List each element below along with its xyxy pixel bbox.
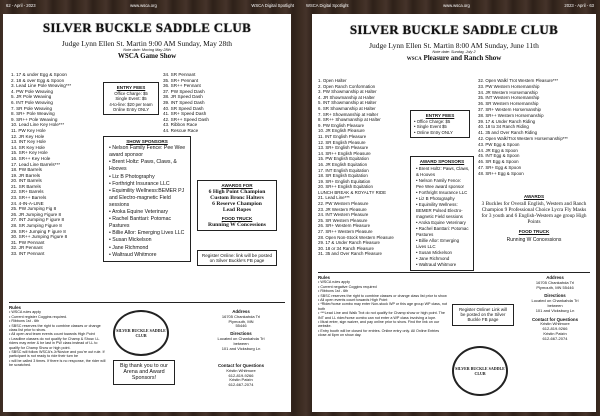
class-item: 35. SR+ Pennant: [163, 77, 199, 83]
sponsor-item: • Nelson Family Fence: Pee Wee award sponsor: [109, 145, 187, 159]
register-note: Register Online: link will be posted on Silver Buckle's FB page: [197, 250, 277, 266]
directions-line: Located on Chankahda Trl: [217, 335, 265, 341]
class-item: 37. PW Speed Dash: [163, 88, 205, 94]
show-title: [312, 54, 596, 62]
class-item: 2. 18 & over Egg & Spoon: [11, 77, 65, 83]
class-item: 40. SR Speed Dash: [163, 105, 204, 111]
address-line: 16705 Chankahda Trl: [221, 313, 261, 319]
address-line: 16705 Chankahda Trl: [535, 279, 575, 285]
directions-title: Directions: [544, 293, 566, 299]
class-item: 34. SR Pennant: [163, 72, 196, 77]
class-item: 14. SR++ English Pleasure: [318, 150, 371, 156]
club-title: SILVER BUCKLE SADDLE CLUB: [349, 22, 559, 37]
food-truck-title: FOOD TRUCK: [518, 229, 550, 235]
club-logo: [113, 310, 169, 356]
flyer-pleasure-ranch-show: [312, 14, 596, 412]
judge-note: Note date: Sunday, July 2: [432, 50, 476, 54]
sponsor-item: • Equimility Wellness: BEMER Pulsed Electro-magnetic Field sessions: [416, 202, 470, 220]
class-item: 31. PW Pennant: [11, 239, 45, 245]
sponsor-item: • Waltraud Whitmore: [416, 262, 470, 268]
class-item: 42. Open Walk/Trot Western Horsemanship***: [478, 135, 568, 141]
class-item: 5. JR Pole Weaving: [11, 94, 52, 100]
contact-line: 612-667-2074: [542, 335, 568, 341]
awards-box: [478, 192, 590, 245]
show-name: Pleasure and Ranch Show: [423, 54, 502, 62]
directions-line: Located on Chankahda Trl: [531, 298, 579, 304]
class-item: 21. Lead Line***: [318, 195, 350, 201]
entry-fee-line: Office Charge: $5: [114, 91, 148, 97]
class-item: 7. SR Pole Weaving: [11, 105, 53, 111]
class-item: 12. JR Key Hole: [11, 133, 45, 139]
sponsor-item: • Brent Holtz: Paws, Claws, & Hooves: [109, 159, 187, 173]
class-list-b: [478, 78, 590, 177]
directions-line: between: [233, 340, 249, 346]
class-item: 40. 18 to 34 Ranch Riding: [478, 124, 529, 130]
awards-title: AWARDS: [523, 194, 545, 199]
class-item: 42. SR++ Speed Dash: [163, 116, 209, 122]
class-item: 19. JR Barrels: [11, 172, 41, 178]
contact-line: Kristin Patzin: [543, 330, 567, 336]
entry-fee-line: • Single Event $5: [414, 124, 447, 130]
entry-fee-line: Online Entry ONLY: [112, 106, 150, 112]
address-line: Plymouth, MN 55446: [536, 284, 574, 290]
entry-fees-title: ENTRY FEES: [116, 85, 146, 90]
class-item: 30. SR++ Jumping Figure 8: [11, 234, 68, 240]
class-item: 38. SR++ Western Horsemanship: [478, 112, 544, 118]
class-item: 47. SR+ Egg & Spoon: [478, 164, 522, 170]
class-item: 11. INT English Pleasure: [318, 133, 367, 139]
logo-text: SILVER BUCKLE SADDLE CLUB: [455, 366, 505, 376]
title-left: WSCA Digital Spotlight: [251, 3, 294, 8]
class-item: 6. SR Showmanship at Halter: [318, 105, 376, 111]
class-item: 18. SR English Equitation: [318, 173, 368, 179]
header-left: [0, 0, 300, 11]
judge-line: Judge Lynn Ellen St. Martin 8:00 AM Sunday, June 11th: [369, 41, 539, 50]
rule-item: • will be called 3 times. If there is no response, the rider will be scratched.: [9, 358, 106, 368]
class-item: 41. 35 and Over Ranch Riding: [478, 130, 538, 136]
sponsor-item: • Aroka Equine Veterinary: [109, 209, 187, 216]
class-item: 10. JR English Pleasure: [318, 128, 365, 134]
class-item: 1. Open Halter: [318, 78, 347, 83]
entry-fees-title: ENTRY FEES: [425, 113, 455, 118]
class-item: 6. INT Pole Weaving: [11, 99, 53, 105]
class-item: LUNCH BREAK & ROYALTY RIDE: [318, 189, 387, 195]
rules-title: Rules: [318, 275, 330, 280]
page-number-left: 62 - April - 2023: [6, 3, 36, 8]
class-item: 22. SR+ Barrels: [11, 189, 44, 195]
divider: [318, 272, 590, 273]
sponsor-item: • Billie Allor: Emerging Lives LLC: [416, 238, 470, 250]
contact-line: Kristin Whitmore: [540, 321, 570, 327]
class-item: 33. INT Pennant: [11, 251, 45, 256]
class-list-b: [163, 72, 239, 134]
class-item: 11. PW Key Hole: [11, 127, 46, 133]
sponsor-item: • Susan Mickelson: [416, 250, 470, 256]
rule-item: • All open and team events count towards High Point: [9, 332, 95, 337]
class-item: 43. Ribbon Race: [163, 122, 198, 128]
directions-line: between: [547, 302, 563, 308]
class-item: 13. INT Key Hole: [11, 139, 46, 145]
site-left[interactable]: www.wsca.org: [130, 3, 157, 8]
class-item: 19. SR+ English Equitation: [318, 178, 371, 184]
contact-line: 612-819-9266: [228, 372, 254, 378]
class-item: 26. SR+ Western Pleasure: [318, 223, 371, 229]
class-item: 29. 17 & Under Ranch Pleasure: [318, 240, 380, 246]
class-item: 24. 4-IN-A-LINE: [11, 200, 44, 206]
entry-fee-line: Single Event: $5: [115, 96, 147, 102]
judge-note: Note date: Moving May 28th: [123, 48, 171, 52]
rule-item: • Current negative Coggins required: [318, 284, 377, 289]
award-line: 6 Reserve Champion: [212, 201, 262, 208]
class-item: 44. Rescue Race: [163, 127, 199, 133]
class-item: 25. SR Western Pleasure: [318, 217, 368, 223]
rule-item: • Entry booth will be closed for entries. Online entry only. All Online Entries close at 6pm on show day.: [318, 328, 440, 338]
contact-line: 612-819-9266: [542, 326, 568, 332]
sponsor-item: • Jane Richmond: [416, 256, 470, 262]
class-item: 18. PW Barrels: [11, 167, 42, 173]
rule-item: • Ribbons 1st - 6th: [9, 319, 40, 324]
rules-title: Rules: [9, 305, 21, 310]
class-item: 3. PW Showmanship at Halter: [318, 89, 377, 95]
class-item: 16. SR++ Key Hole: [11, 155, 51, 161]
class-item: 45. INT Egg & Spoon: [478, 153, 520, 159]
class-item: 16. JR English Equitation: [318, 161, 368, 167]
header-right: [300, 0, 600, 11]
sponsor-item: • Aroka Equine Veterinary: [416, 220, 470, 226]
class-item: 23. SR++ Barrels: [11, 195, 47, 201]
club-logo: [452, 346, 508, 396]
contact-title: Contact for Questions: [217, 363, 265, 368]
class-item: 48. SR++ Egg & Spoon: [478, 170, 524, 176]
class-item: 32. JR Pennant: [11, 245, 43, 251]
award-line: 6 High Point Champion: [208, 189, 266, 196]
class-item: 1. 17 & under Egg & Spoon: [11, 72, 67, 77]
address-title: Address: [546, 275, 564, 280]
contact-title: Contact for Questions: [531, 316, 579, 322]
class-item: 24. INT Western Pleasure: [318, 212, 369, 218]
class-item: 31. 35 and Over Ranch Pleasure: [318, 251, 382, 257]
page-number-right: 2023 - April - 63: [564, 3, 594, 8]
awards-title: AWARDS FOR: [221, 183, 253, 188]
class-item: 37. SR+ Western Horsemanship: [478, 106, 542, 112]
rule-item: • ***Lead Line and Walk Trot do not qualify for Champ show or high point. The INT and LL rider/horse combo can not enter a WP class involving a lope.: [318, 311, 445, 320]
class-item: 9. SR++ Pole Weaving: [11, 116, 58, 122]
sponsor-item: • Nelson Family Fence: Pee Wee award sponsor: [416, 178, 470, 190]
divider: [9, 302, 285, 303]
class-item: 36. SR Western Horsemanship: [478, 101, 539, 107]
sponsor-item: • Equimility Wellness:BEMER PJ and Electro-magnetic Field sessions: [109, 188, 187, 209]
entry-fees-box: [103, 82, 159, 115]
class-item: 8. SR++ Showmanship at Halter: [318, 117, 381, 123]
show-prefix: WSCA: [406, 57, 422, 62]
class-item: 27. SR++ Western Pleasure: [318, 229, 373, 235]
class-item: 28. Open Non-Stock Western Pleasure: [318, 234, 394, 240]
rule-item: • Must enter, sign waiver, and pay online prior to show. Find the link on our website.: [318, 320, 440, 329]
sponsor-item: • Rachel Banttari: Potomac Pastures: [109, 216, 187, 230]
rule-item: • All open events count towards High Point: [318, 298, 388, 303]
class-item: 12. SR English Pleasure: [318, 139, 366, 145]
rules-section: [318, 276, 448, 338]
address-line: 55446: [235, 323, 247, 329]
award-line: Lead Ropes: [222, 207, 252, 214]
award-line: Custom Bronc Halters: [210, 195, 264, 202]
sponsor-item: • Liz B Photography: [109, 174, 187, 181]
class-item: 15. SR+ Key Hole: [11, 150, 48, 156]
site-right[interactable]: www.wsca.org: [443, 3, 470, 8]
title-right: WSCA Digital Spotlight: [306, 3, 349, 8]
class-item: 15. PW English Equitation: [318, 156, 369, 162]
class-item: 3. Lead Line Pole Weaving***: [11, 83, 72, 89]
register-note: Register Online! Link will be posted on the Silver Buckle FB page: [452, 304, 514, 326]
rule-item: • SBSC reserves the right to combine classes or change class list prior to show: [318, 293, 447, 298]
class-item: 17. INT English Equitation: [318, 167, 369, 173]
address-line: Plymouth, MN: [228, 318, 254, 324]
food-truck-title: FOOD TRUCK: [221, 216, 253, 222]
show-sponsors-box: [103, 136, 191, 262]
class-item: 39. 17 & Under Ranch Riding: [478, 118, 536, 124]
sponsor-item: • Forthright Insurance LLC: [109, 181, 187, 188]
sponsor-item: • Jane Richmond: [109, 245, 187, 252]
class-item: 4. JR Showmanship at Halter: [318, 94, 375, 100]
class-item: 5. INT Showmanship at Halter: [318, 100, 377, 106]
class-item: 39. INT Speed Dash: [163, 99, 205, 105]
rule-item: • Current register Coggins required.: [9, 314, 68, 319]
awards-text: 3 Buckles for Overall English, Western and Ranch Champion 9 Professional Choice Lycra Fly Masks for 3 youth and 6 English-Western age group High Points: [481, 201, 587, 226]
rule-item: • SBSC will follow WSCA's Jr/Novice and you're out rule. If participant is not ready to ride their turn be: [9, 350, 105, 359]
class-item: 29. SR+ Jumping F igure 8: [11, 228, 66, 234]
class-item: 44. JR Egg & Spoon: [478, 147, 518, 153]
class-item: 25. PW Jumping Fig 8: [11, 206, 57, 212]
food-truck-name: Running W Concessions: [208, 222, 266, 229]
logo-text: SILVER BUCKLE SADDLE CLUB: [116, 328, 166, 338]
contact-block: [199, 364, 283, 388]
rule-item: • *Rider/horse combo may enter Non-stock WP or this age group WP class, not both: [318, 302, 448, 311]
awards-box: [197, 180, 277, 231]
class-item: 17. Lead Line Barrels***: [11, 161, 61, 167]
rule-item: • Leadline classes do not qualify for Champ & Show. LL riders may enter & be last in PW class instead of LL to qualify for Champ Show or high point.: [9, 336, 100, 350]
class-item: 30. 18 or 34 Ranch Pleasure: [318, 245, 374, 251]
address-block: [199, 310, 283, 351]
class-item: 13. SR+ English Pleasure: [318, 145, 369, 151]
sponsor-item: • Brent Holtz: Paws, Claws, & Hooves: [416, 166, 470, 178]
class-item: 2. Open Ranch Conformation: [318, 83, 376, 89]
class-item: 36. SR++ Pennant: [163, 83, 201, 89]
thank-you-box: Big thank you to our Arena and Award Sponsors!: [113, 360, 175, 385]
class-list-a: [11, 72, 99, 257]
class-item: 20. SR++ English Equitation: [318, 184, 373, 190]
class-item: 41. SR+ Speed Dash: [163, 111, 207, 117]
sponsor-item: • Waltraud Whitmore: [109, 252, 187, 259]
address-title: Address: [232, 309, 250, 314]
class-item: 21. SR Barrels: [11, 183, 41, 189]
address-block: [518, 276, 592, 342]
food-truck-name: Running W Concessions: [506, 236, 562, 243]
class-item: 14. SR Key Hole: [11, 144, 45, 150]
class-item: 28. SR Jumping Figure 8: [11, 223, 62, 229]
class-item: 33. PW Western Horsemanship: [478, 83, 540, 89]
directions-line: 101 and Vicksburg Ln: [535, 307, 575, 313]
contact-line: Kristin Whitmore: [226, 367, 256, 373]
class-item: 35. INT Western Horsemanship: [478, 95, 540, 101]
class-item: 8. SR+ Pole Weaving: [11, 111, 55, 117]
class-list-a: [318, 78, 410, 257]
class-item: 34. JR Western Horsemanship: [478, 89, 538, 95]
sponsors-title: SHOW SPONSORS: [126, 139, 168, 144]
class-item: 10. Lead Line Key Hole***: [11, 122, 65, 128]
sponsors-title: AWARD SPONSORS: [419, 159, 465, 164]
contact-line: 612-667-2074: [228, 382, 254, 388]
judge-line: Judge Lynn Ellen St. Martin 9:00 AM Sunday, May 28th: [61, 39, 233, 48]
rule-item: • Ribbons 1st - 6th: [318, 289, 349, 294]
award-sponsors-box: [410, 156, 474, 271]
sponsor-item: • Billie Allor: Emerging Lives LLC: [109, 230, 187, 237]
class-item: 7. SR+ Showmanship at Halter: [318, 111, 379, 117]
sponsor-item: • Susan Mickelson: [109, 237, 187, 244]
rule-item: • WSCA rules apply: [9, 310, 42, 315]
class-item: 4. PW Pole Weaving: [11, 88, 54, 94]
class-item: 43. PW Egg & Spoon: [478, 141, 520, 147]
sponsor-item: • Rachel Banttari: Potomac Pastures: [416, 226, 470, 238]
class-item: 26. JR Jumping Figure 8: [11, 211, 62, 217]
show-title: WSCA Game Show: [117, 52, 177, 60]
class-item: 9. PW English Pleasure: [318, 122, 365, 128]
directions-title: Directions: [230, 331, 252, 337]
class-item: 27. INT Jumping F igure 8: [11, 217, 65, 223]
club-title: SILVER BUCKLE SADDLE CLUB: [42, 20, 252, 35]
rule-item: • WSCA rules apply: [318, 280, 351, 285]
class-item: 20. INT Barrels: [11, 178, 42, 184]
class-item: 46. SR Egg & Spoon: [478, 159, 519, 165]
entry-fee-line: • Online Entry ONLY: [414, 129, 453, 135]
entry-fee-line: 4-to-line: $20 per team: [109, 101, 153, 107]
class-item: 32. Open Walk/ Trot Western Pleasure***: [478, 78, 559, 83]
rules-section: [9, 306, 109, 368]
class-item: 22. PW Western Pleasure: [318, 201, 369, 207]
flyer-game-show: [3, 14, 291, 412]
directions-line: 101 and Vicksburg Ln: [221, 345, 261, 351]
sponsor-item: • Liz B Photography: [416, 196, 470, 202]
rule-item: • SBSC reserves the right to combine classes or change class list prior to show.: [9, 323, 101, 333]
entry-fee-line: • Office Charge: $5: [414, 119, 451, 125]
contact-line: Kristin Patzin: [229, 377, 253, 383]
class-item: 23. JR Western Pleasure: [318, 206, 367, 212]
sponsor-item: • Forthright Insurance LLC: [416, 190, 470, 196]
class-item: 38. JR Speed Dash: [163, 94, 203, 100]
entry-fees-box: [410, 110, 470, 138]
